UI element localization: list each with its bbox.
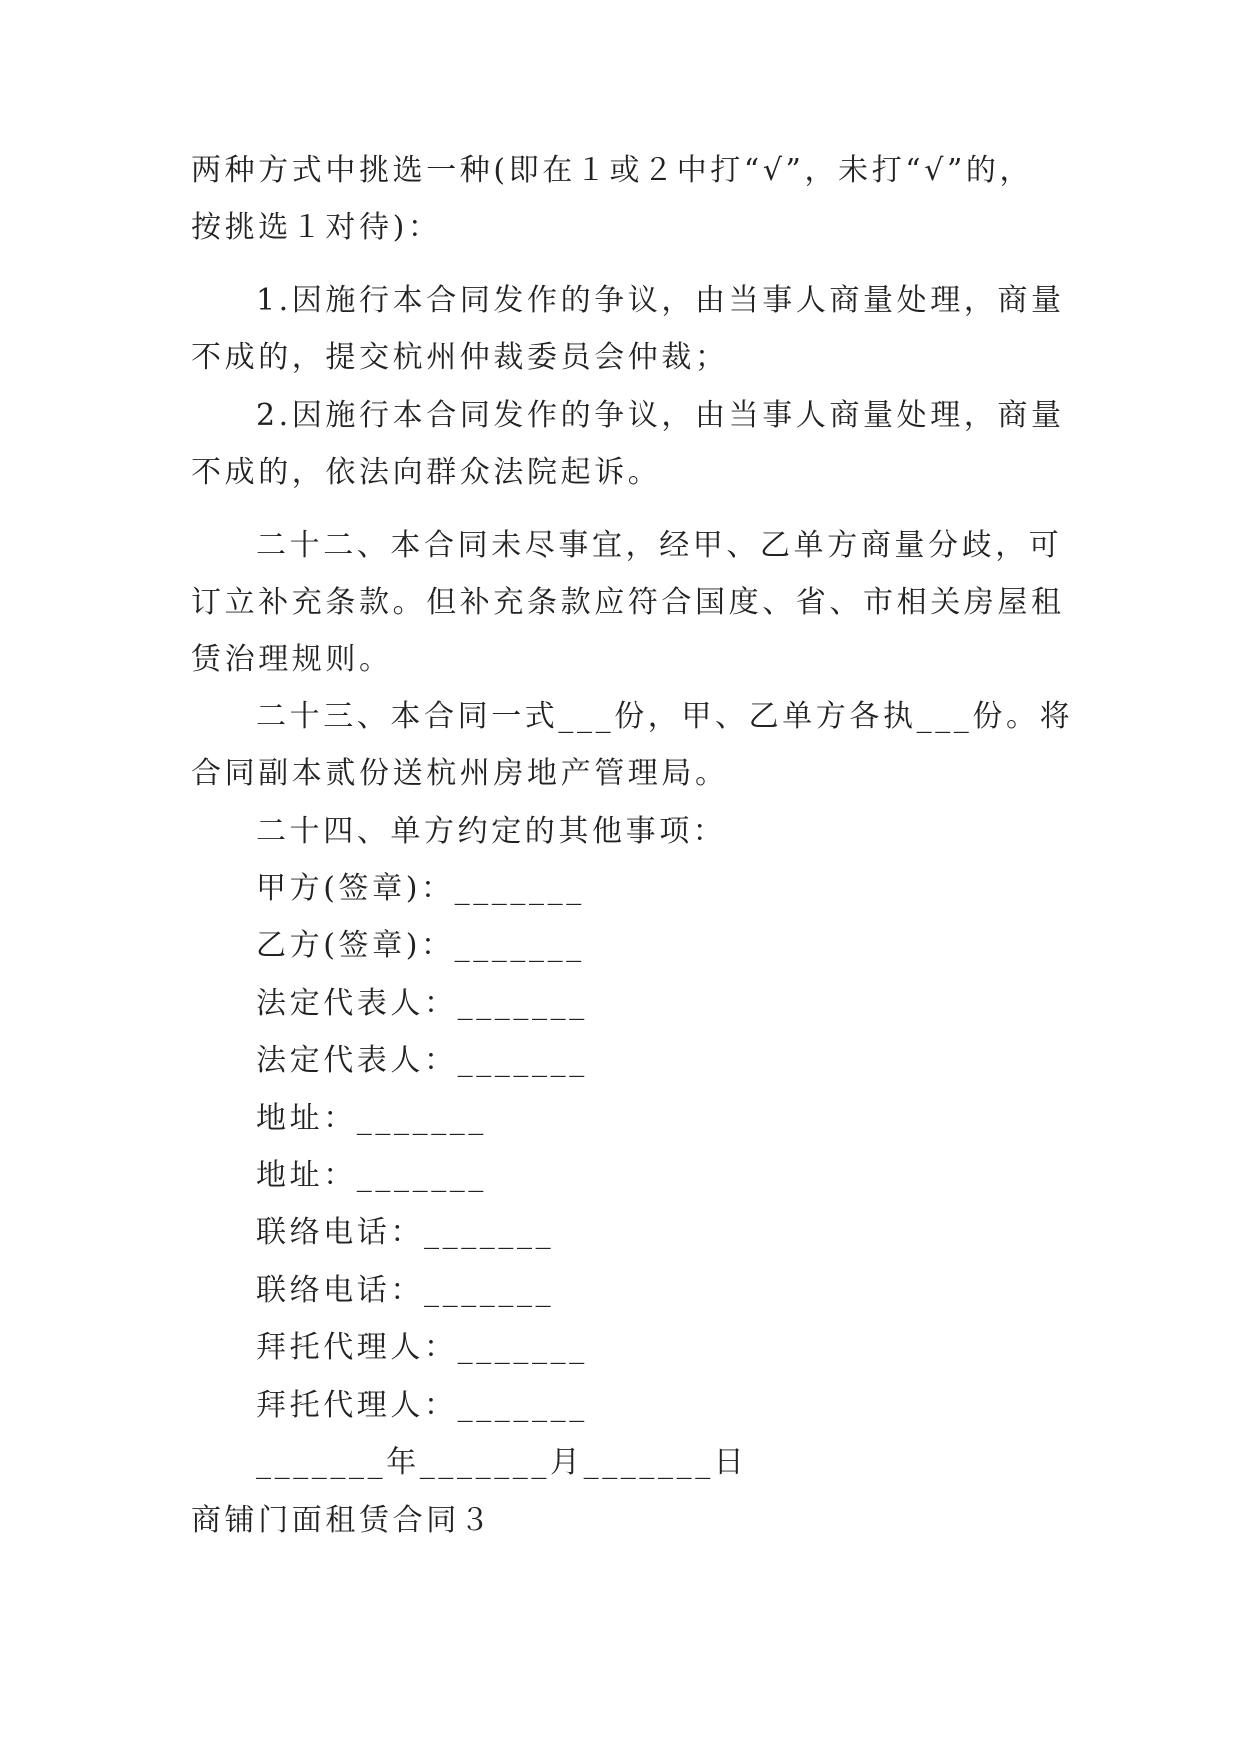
text-line: 二十三、本合同一式___份，甲、乙单方各执___份。将 [256,699,1074,734]
text-line: 二十四、单方约定的其他事项： [256,814,727,849]
signature-field: 拜托代理人：_______ [256,1388,588,1423]
signature-field: 乙方(签章)：_______ [256,928,585,963]
text-line: 订立补充条款。但补充条款应符合国度、省、市相关房屋租 [191,585,1065,620]
text-line: 2.因施行本合同发作的争议，由当事人商量处理，商量 [256,398,1065,433]
signature-field: 拜托代理人：_______ [256,1330,588,1365]
text-line: 不成的，依法向群众法院起诉。 [191,455,662,490]
text-line: 两种方式中挑选一种(即在１或２中打“√”，未打“√”的， [191,153,1034,188]
date-field: _______年_______月_______日 [256,1445,748,1480]
signature-field: 法定代表人：_______ [256,1043,588,1078]
text-line: 不成的，提交杭州仲裁委员会仲裁； [191,340,729,375]
signature-field: 甲方(签章)：_______ [256,871,585,906]
text-line: 1.因施行本合同发作的争议，由当事人商量处理，商量 [256,283,1065,318]
signature-field: 地址：_______ [256,1101,487,1136]
signature-field: 法定代表人：_______ [256,986,588,1021]
section-heading: 商铺门面租赁合同３ [191,1503,494,1538]
text-line: 二十二、本合同未尽事宜，经甲、乙单方商量分歧，可 [256,528,1063,563]
text-line: 按挑选１对待)： [191,210,442,245]
signature-field: 联络电话：_______ [256,1273,555,1308]
signature-field: 联络电话：_______ [256,1215,555,1250]
text-line: 赁治理规则。 [191,642,393,677]
text-line: 合同副本贰份送杭州房地产管理局。 [191,756,729,791]
signature-field: 地址：_______ [256,1158,487,1193]
